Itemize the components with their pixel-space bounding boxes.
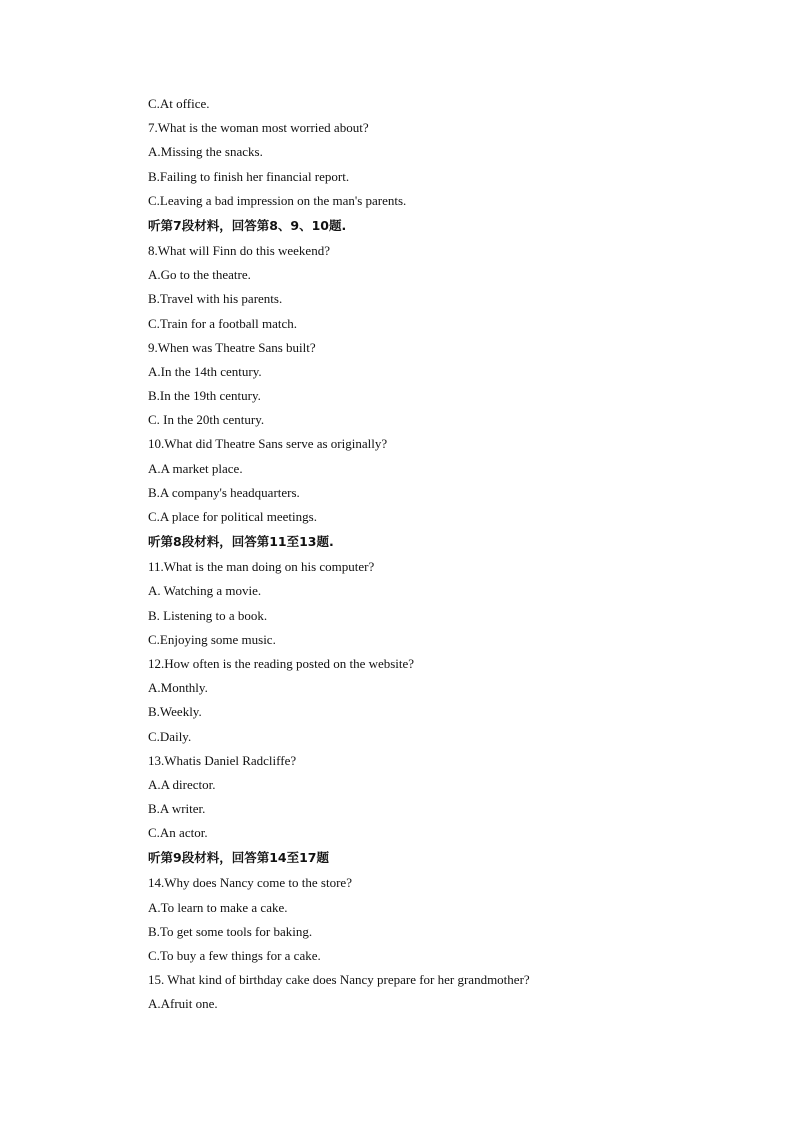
answer-option: A.In the 14th century. (148, 363, 262, 379)
answer-option: B.To get some tools for baking. (148, 923, 313, 939)
answer-option: B.Travel with his parents. (148, 291, 283, 307)
section-heading: 听第9段材料，回答第14至17题 (148, 850, 329, 866)
answer-option: A.Missing the snacks. (148, 144, 263, 160)
answer-option: C.Train for a football match. (148, 315, 297, 331)
answer-option: B.In the 19th century. (148, 388, 261, 404)
answer-option: C.At office. (148, 96, 210, 111)
answer-option: A.A director. (148, 776, 216, 792)
answer-option: A. Watching a movie. (148, 583, 262, 599)
answer-option: A.Afruit one. (148, 996, 218, 1012)
question-text: 15. What kind of birthday cake does Nancy prepare for her grandmother? (148, 972, 530, 988)
answer-option: C.Leaving a bad impression on the man's parents. (148, 192, 407, 208)
question-text: 12.How often is the reading posted on the website? (148, 655, 415, 671)
answer-option: C.To buy a few things for a cake. (148, 948, 321, 963)
answer-option: B.A writer. (148, 801, 206, 817)
answer-option: C.An actor. (148, 825, 208, 841)
question-text: 11.What is the man doing on his computer? (148, 559, 375, 575)
answer-option: C. In the 20th century. (148, 412, 265, 428)
question-text: 13.Whatis Daniel Radcliffe? (148, 752, 297, 768)
answer-option: A.Monthly. (148, 680, 208, 696)
answer-option: A.To learn to make a cake. (148, 899, 288, 915)
question-text: 14.Why does Nancy come to the store? (148, 875, 352, 891)
answer-option: C.Daily. (148, 728, 192, 744)
question-text: 8.What will Finn do this weekend? (148, 242, 330, 258)
answer-option: A.A market place. (148, 460, 243, 476)
document-content (148, 94, 708, 1019)
answer-option: B. Listening to a book. (148, 607, 268, 623)
answer-option: B.Failing to finish her financial report. (148, 168, 350, 184)
question-text: 7.What is the woman most worried about? (148, 120, 369, 136)
answer-option: C.Enjoying some music. (148, 631, 276, 647)
answer-option: C.A place for political meetings. (148, 509, 317, 524)
question-text: 10.What did Theatre Sans serve as originally? (148, 436, 388, 452)
answer-option: A.Go to the theatre. (148, 267, 251, 283)
answer-option: B.A company's headquarters. (148, 484, 300, 500)
section-heading: 听第8段材料，回答第11至13题. (148, 534, 334, 550)
section-heading: 听第7段材料，回答第8、9、10题. (148, 217, 347, 233)
answer-option: B.Weekly. (148, 704, 202, 720)
question-text: 9.When was Theatre Sans built? (148, 339, 316, 355)
